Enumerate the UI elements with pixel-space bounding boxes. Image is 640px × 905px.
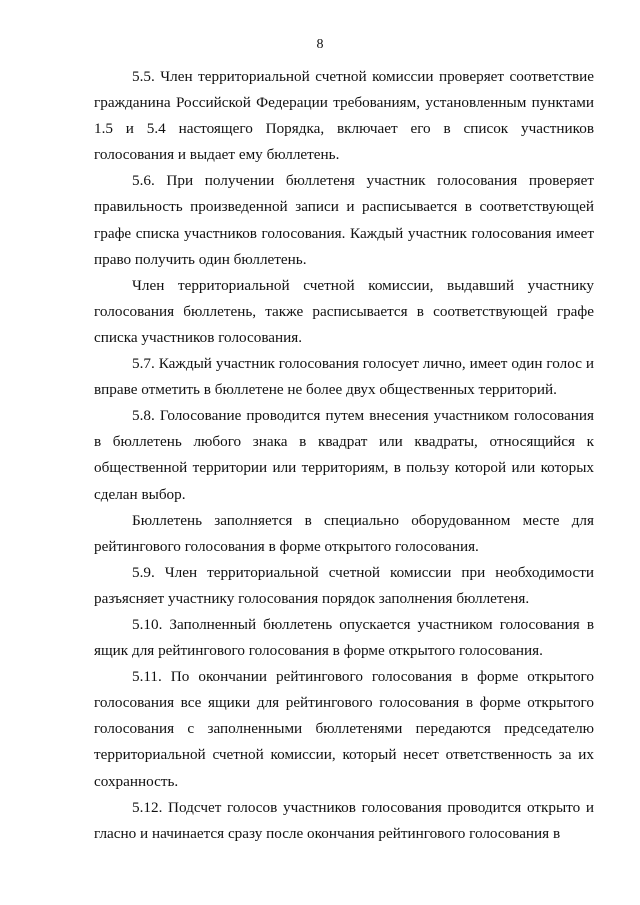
- paragraph-5-6-continued: Член территориальной счетной комиссии, выдавший участнику голосования бюллетень, также расписывается в соответствующей графе списка участников голосования.: [94, 276, 594, 346]
- paragraph-5-9: 5.9. Член территориальной счетной комиссии при необходимости разъясняет участнику голосования порядок заполнения бюллетеня.: [94, 563, 594, 607]
- document-body: [94, 64, 594, 847]
- paragraph-5-11: 5.11. По окончании рейтингового голосования в форме открытого голосования все ящики для рейтингового голосования в форме открытого голосования с заполненными бюллетенями передаются председателю территориальной счетной комиссии, который несет ответственность за их сохранность.: [94, 668, 594, 790]
- paragraph-5-8-continued: Бюллетень заполняется в специально оборудованном месте для рейтингового голосования в форме открытого голосования.: [94, 511, 594, 555]
- paragraph-5-10: 5.10. Заполненный бюллетень опускается участником голосования в ящик для рейтингового голосования в форме открытого голосования.: [94, 615, 594, 660]
- paragraph-5-5: 5.5. Член территориальной счетной комиссии проверяет соответствие гражданина Российской Федерации требованиям, установленным пунктами 1.5 и 5.4 настоящего Порядка, включает его в список участников голосования и выдает ему бюллетень.: [94, 68, 594, 164]
- paragraph-5-7: 5.7. Каждый участник голосования голосует лично, имеет один голос и вправе отметить в бюллетене не более двух общественных территорий.: [94, 355, 594, 399]
- paragraph-5-12: 5.12. Подсчет голосов участников голосования проводится открыто и гласно и начинается сразу после окончания рейтингового голосования в: [94, 798, 594, 842]
- paragraph-5-8: 5.8. Голосование проводится путем внесения участником голосования в бюллетень любого знака в квадрат или квадраты, относящийся к общественной территории или территориям, в пользу которой или которых сделан выбор.: [94, 407, 594, 503]
- paragraph-5-6: 5.6. При получении бюллетеня участник голосования проверяет правильность произведенной записи и расписывается в соответствующей графе списка участников голосования. Каждый участник голосования имеет право получить один бюллетень.: [94, 172, 594, 268]
- page-number: 8: [316, 37, 324, 52]
